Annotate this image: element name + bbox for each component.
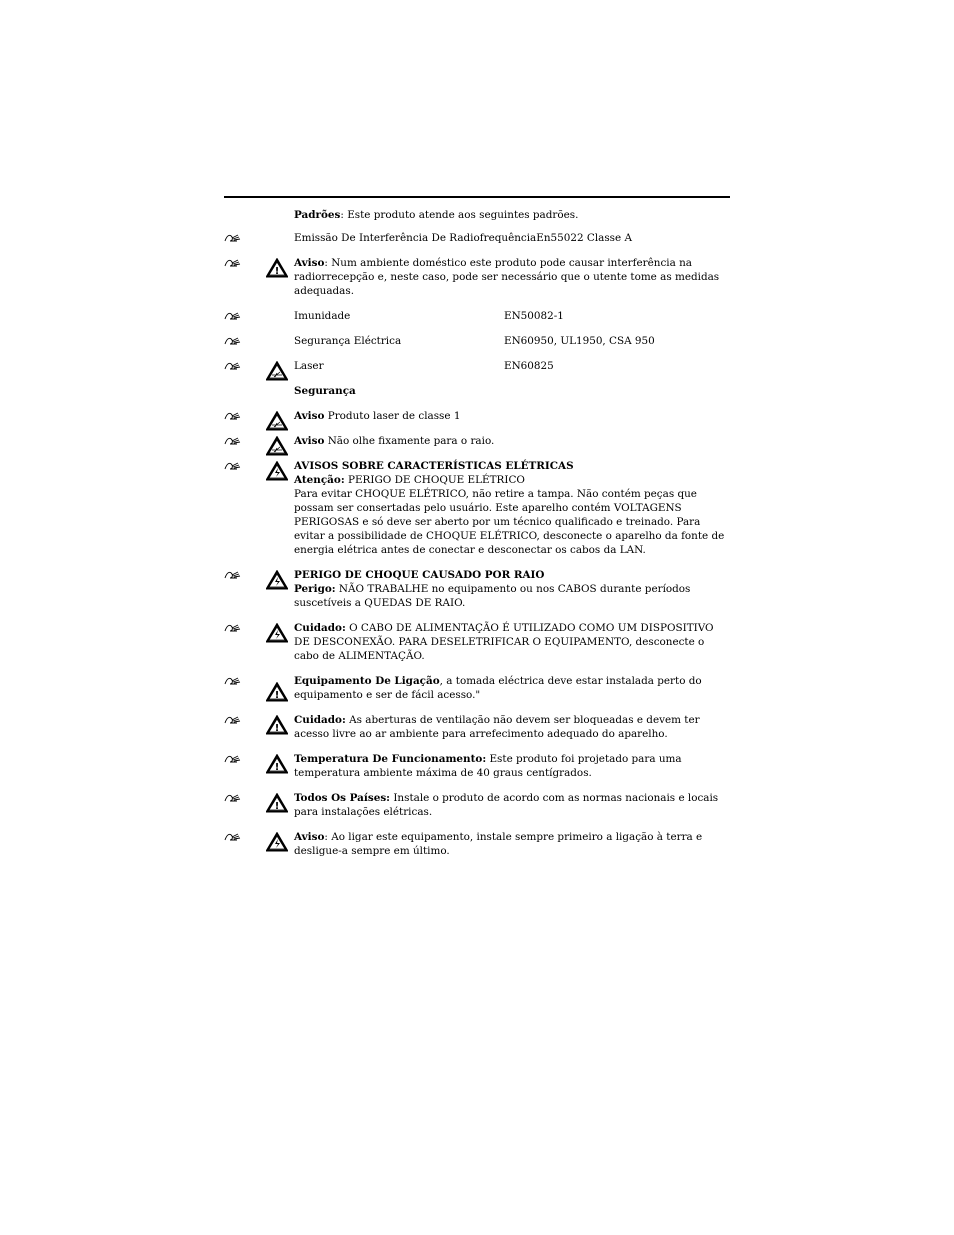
- pointing-hand-icon: [224, 713, 242, 727]
- standard-row: [224, 309, 730, 323]
- standard-name: Segurança Eléctrica: [294, 335, 402, 347]
- laser-class-item: [224, 409, 730, 423]
- svg-text:!: !: [274, 723, 280, 734]
- pointing-hand-icon: [224, 568, 242, 582]
- standard-value: EN50082-1: [504, 310, 564, 322]
- countries-label: Todos Os Países:: [294, 792, 391, 804]
- laser-warning-icon: [266, 361, 288, 381]
- lightning-text: NÃO TRABALHE no equipamento ou nos CABOS durante períodos suscetíveis a QUEDAS DE RAIO.: [294, 583, 691, 609]
- pointing-hand-icon: [224, 459, 242, 473]
- temperature-item: [224, 752, 730, 780]
- caution-triangle-icon: [266, 715, 288, 735]
- document-body: [224, 208, 730, 869]
- electrical-title: AVISOS SOBRE CARACTERÍSTICAS ELÉTRICAS: [294, 460, 574, 472]
- ventilation-text: As aberturas de ventilação não devem ser bloqueadas e devem ter acesso livre ao ar ambiente para arrefecimento adequado do aparelho.: [294, 714, 700, 740]
- laser1-text: Produto laser de classe 1: [324, 410, 461, 422]
- aviso-domestic-item: [224, 256, 730, 298]
- emission-item: [224, 231, 730, 245]
- pointing-hand-icon: [224, 231, 242, 245]
- pointing-hand-icon: [224, 791, 242, 805]
- pointing-hand-icon: [224, 309, 242, 323]
- pointing-hand-icon: [224, 621, 242, 635]
- ground-text: : Ao ligar este equipamento, instale sempre primeiro a ligação à terra e desligue-a sempre em último.: [294, 831, 703, 857]
- svg-text:!: !: [274, 266, 280, 277]
- lightning-title: PERIGO DE CHOQUE CAUSADO POR RAIO: [294, 569, 545, 581]
- svg-text:!: !: [274, 762, 280, 773]
- standard-row: [224, 359, 730, 373]
- connection-item: [224, 674, 730, 702]
- svg-text:!: !: [274, 801, 280, 812]
- caution-triangle-icon: [266, 682, 288, 702]
- attention-text: PERIGO DE CHOQUE ELÉTRICO: [344, 474, 525, 486]
- standard-value: EN60950, UL1950, CSA 950: [504, 335, 655, 347]
- intro-text: : Este produto atende aos seguintes padrões.: [340, 209, 579, 221]
- pointing-hand-icon: [224, 334, 242, 348]
- pointing-hand-icon: [224, 409, 242, 423]
- ground-label: Aviso: [294, 831, 325, 843]
- connection-label: Equipamento De Ligação: [294, 675, 440, 687]
- electric-shock-icon: [266, 832, 288, 852]
- temperature-text: Este produto foi projetado para uma temperatura ambiente máxima de 40 graus centígrados.: [294, 753, 682, 779]
- laser2-label: Aviso: [294, 435, 325, 447]
- intro-label: Padrões: [294, 209, 341, 221]
- electrical-body: Para evitar CHOQUE ELÉTRICO, não retire a tampa. Não contém peças que possam ser consertadas pelo usuário. Este aparelho contém VOLTAGENS PERIGOSAS e só deve ser aberto por um técnico qualificado e treinado. Para evitar a possibilidade de CHOQUE ELÉTRICO, desconecte o aparelho da fonte de energia elétrica antes de conectar e desconectar os cabos da LAN.: [294, 488, 725, 556]
- lightning-label: Perigo:: [294, 583, 336, 595]
- countries-text: Instale o produto de acordo com as normas nacionais e locais para instalações elétricas.: [294, 792, 719, 818]
- standard-name: Laser: [294, 360, 324, 372]
- temperature-label: Temperatura De Funcionamento:: [294, 753, 487, 765]
- electric-shock-icon: [266, 570, 288, 590]
- connection-text: , a tomada eléctrica deve estar instalada perto do equipamento e ser de fácil acesso.": [294, 675, 702, 701]
- cord-text: O CABO DE ALIMENTAÇÃO É UTILIZADO COMO UM DISPOSITIVO DE DESCONEXÃO. PARA DESELETRIFICAR O EQUIPAMENTO, desconecte o cabo de ALIMENTAÇÃO.: [294, 622, 714, 662]
- laser-warning-icon: [266, 436, 288, 456]
- laser2-text: Não olhe fixamente para o raio.: [324, 435, 495, 447]
- pointing-hand-icon: [224, 752, 242, 766]
- pointing-hand-icon: [224, 256, 242, 270]
- ventilation-item: [224, 713, 730, 741]
- cord-label: Cuidado:: [294, 622, 346, 634]
- countries-item: [224, 791, 730, 819]
- svg-text:!: !: [274, 690, 280, 701]
- standard-name: Imunidade: [294, 310, 351, 322]
- electric-shock-icon: [266, 461, 288, 481]
- safety-heading-row: [224, 384, 730, 398]
- safety-heading: Segurança: [294, 385, 356, 397]
- lightning-warning-item: [224, 568, 730, 610]
- power-cord-item: [224, 621, 730, 663]
- laser-warning-icon: [266, 411, 288, 431]
- standard-value: EN60825: [504, 360, 554, 372]
- top-rule: [224, 196, 730, 198]
- electrical-warning-item: [224, 459, 730, 557]
- caution-triangle-icon: [266, 793, 288, 813]
- ventilation-label: Cuidado:: [294, 714, 346, 726]
- aviso1-label: Aviso: [294, 257, 325, 269]
- pointing-hand-icon: [224, 830, 242, 844]
- aviso1-text: : Num ambiente doméstico este produto pode causar interferência na radiorrecepção e, neste caso, pode ser necessário que o utente tome as medidas adequadas.: [294, 257, 720, 297]
- caution-triangle-icon: [266, 754, 288, 774]
- electric-shock-icon: [266, 623, 288, 643]
- laser-beam-item: [224, 434, 730, 448]
- caution-triangle-icon: [266, 258, 288, 278]
- laser1-label: Aviso: [294, 410, 325, 422]
- standards-intro: [224, 208, 730, 222]
- emission-text: Emissão De Interferência De RadiofrequênciaEn55022 Classe A: [294, 232, 632, 244]
- ground-item: [224, 830, 730, 858]
- standard-row: [224, 334, 730, 348]
- pointing-hand-icon: [224, 434, 242, 448]
- pointing-hand-icon: [224, 674, 242, 688]
- pointing-hand-icon: [224, 359, 242, 373]
- attention-label: Atenção:: [294, 474, 345, 486]
